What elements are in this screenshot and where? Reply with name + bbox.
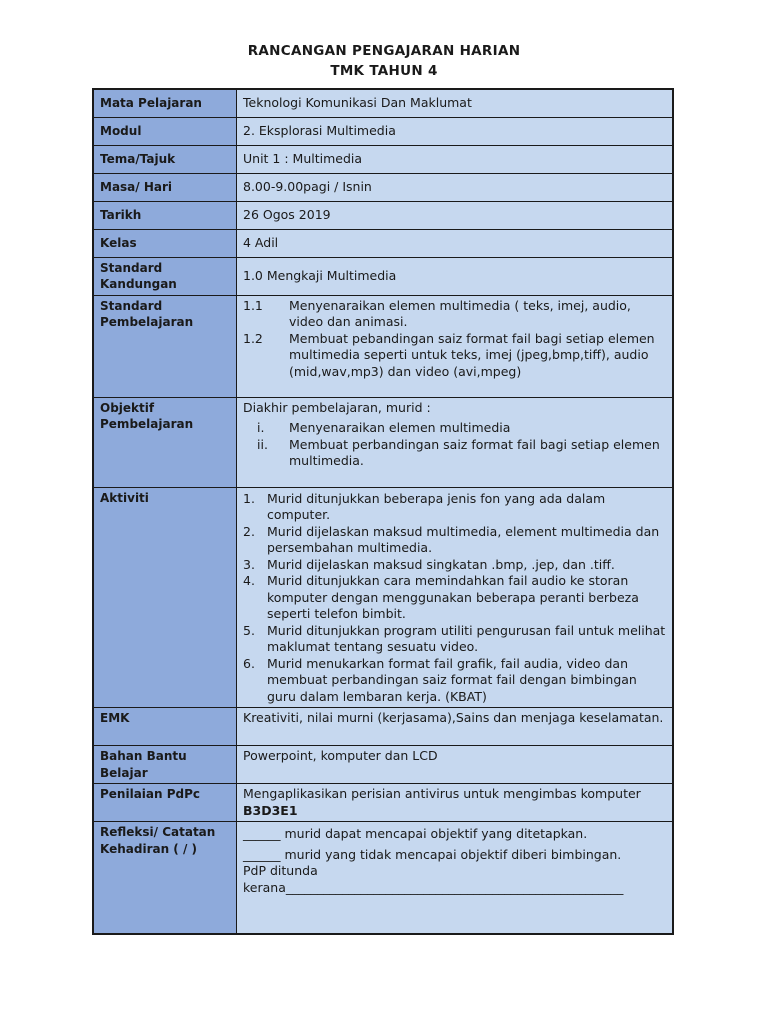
refleksi-label: Refleksi/ Catatan Kehadiran ( / ) [93,822,237,934]
document-subtitle: TMK TAHUN 4 [330,63,438,79]
emk-value: Kreativiti, nilai murni (kerjasama),Sains dan menjaga keselamatan. [237,708,674,746]
document-title: RANCANGAN PENGAJARAN HARIAN [247,43,521,59]
standard-kandungan-label: Standard Kandungan [93,257,237,295]
aktiviti-label: Aktiviti [93,487,237,708]
list-item: 2. Murid dijelaskan maksud multimedia, element multimedia dan persembahan multimedia. [243,523,660,555]
refleksi-line: ______ murid dapat mencapai objektif yang ditetapkan. [243,826,588,841]
standard-kandungan-value: 1.0 Mengkaji Multimedia [237,257,674,295]
objektif-label: Objektif Pembelajaran [93,397,237,487]
bahan-bantu-label: Bahan Bantu Belajar [93,746,237,784]
refleksi-value [237,822,674,934]
modul-value: 2. Eksplorasi Multimedia [237,117,674,145]
list-item: 6. Murid menukarkan format fail grafik, fail audia, video dan membuat perbandingan saiz format fail dengan bimbingan guru dalam lembaran kerja. (KBAT) [243,655,637,704]
penilaian-text: Mengaplikasikan perisian antivirus untuk mengimbas komputer [243,786,641,801]
refleksi-line: kerana______________________________________________________ [243,879,624,895]
aktiviti-value [237,487,674,708]
masa-label: Masa/ Hari [93,173,237,201]
objektif-intro: Diakhir pembelajaran, murid : [243,399,431,415]
list-item: i. Menyenaraikan elemen multimedia [257,420,511,435]
penilaian-value [237,784,674,822]
mata-pelajaran-label: Mata Pelajaran [93,89,237,117]
list-item: 5. Murid ditunjukkan program utiliti pengurusan fail untuk melihat maklumat tentang sesuatu video. [243,622,666,654]
bahan-bantu-value: Powerpoint, komputer dan LCD [237,746,674,784]
mata-pelajaran-value: Teknologi Komunikasi Dan Maklumat [237,89,674,117]
objektif-value [237,397,674,487]
list-item: ii. Membuat perbandingan saiz format fail bagi setiap elemen multimedia. [257,436,660,468]
tarikh-label: Tarikh [93,201,237,229]
tarikh-value: 26 Ogos 2019 [237,201,674,229]
list-item: 1.1 Menyenaraikan elemen multimedia ( teks, imej, audio, video dan animasi. [243,297,631,329]
tema-label: Tema/Tajuk [93,145,237,173]
tema-value: Unit 1 : Multimedia [237,145,674,173]
modul-label: Modul [93,117,237,145]
standard-pembelajaran-label: Standard Pembelajaran [93,295,237,397]
refleksi-line: PdP ditunda [243,863,318,878]
kelas-label: Kelas [93,229,237,257]
list-item: 3. Murid dijelaskan maksud singkatan .bmp, .jep, dan .tiff. [243,556,615,572]
list-item: 1.2 Membuat pebandingan saiz format fail bagi setiap elemen multimedia seperti untuk teks, imej (jpeg,bmp,tiff), audio (mid,wav,mp3) dan video (avi,mpeg) [243,330,655,379]
penilaian-code: B3D3E1 [243,802,298,818]
standard-pembelajaran-value [237,295,674,397]
list-item: 4. Murid ditunjukkan cara memindahkan fail audio ke storan komputer dengan menggunakan beberapa peranti berbeza seperti telefon bimbit. [243,573,639,621]
kelas-value: 4 Adil [237,229,674,257]
refleksi-line: ______ murid yang tidak mencapai objektif diberi bimbingan. [243,846,622,862]
emk-label: EMK [93,708,237,746]
lesson-plan-table [92,88,674,935]
penilaian-label: Penilaian PdPc [93,784,237,822]
masa-value: 8.00-9.00pagi / Isnin [237,173,674,201]
list-item: 1. Murid ditunjukkan beberapa jenis fon yang ada dalam computer. [243,490,606,522]
